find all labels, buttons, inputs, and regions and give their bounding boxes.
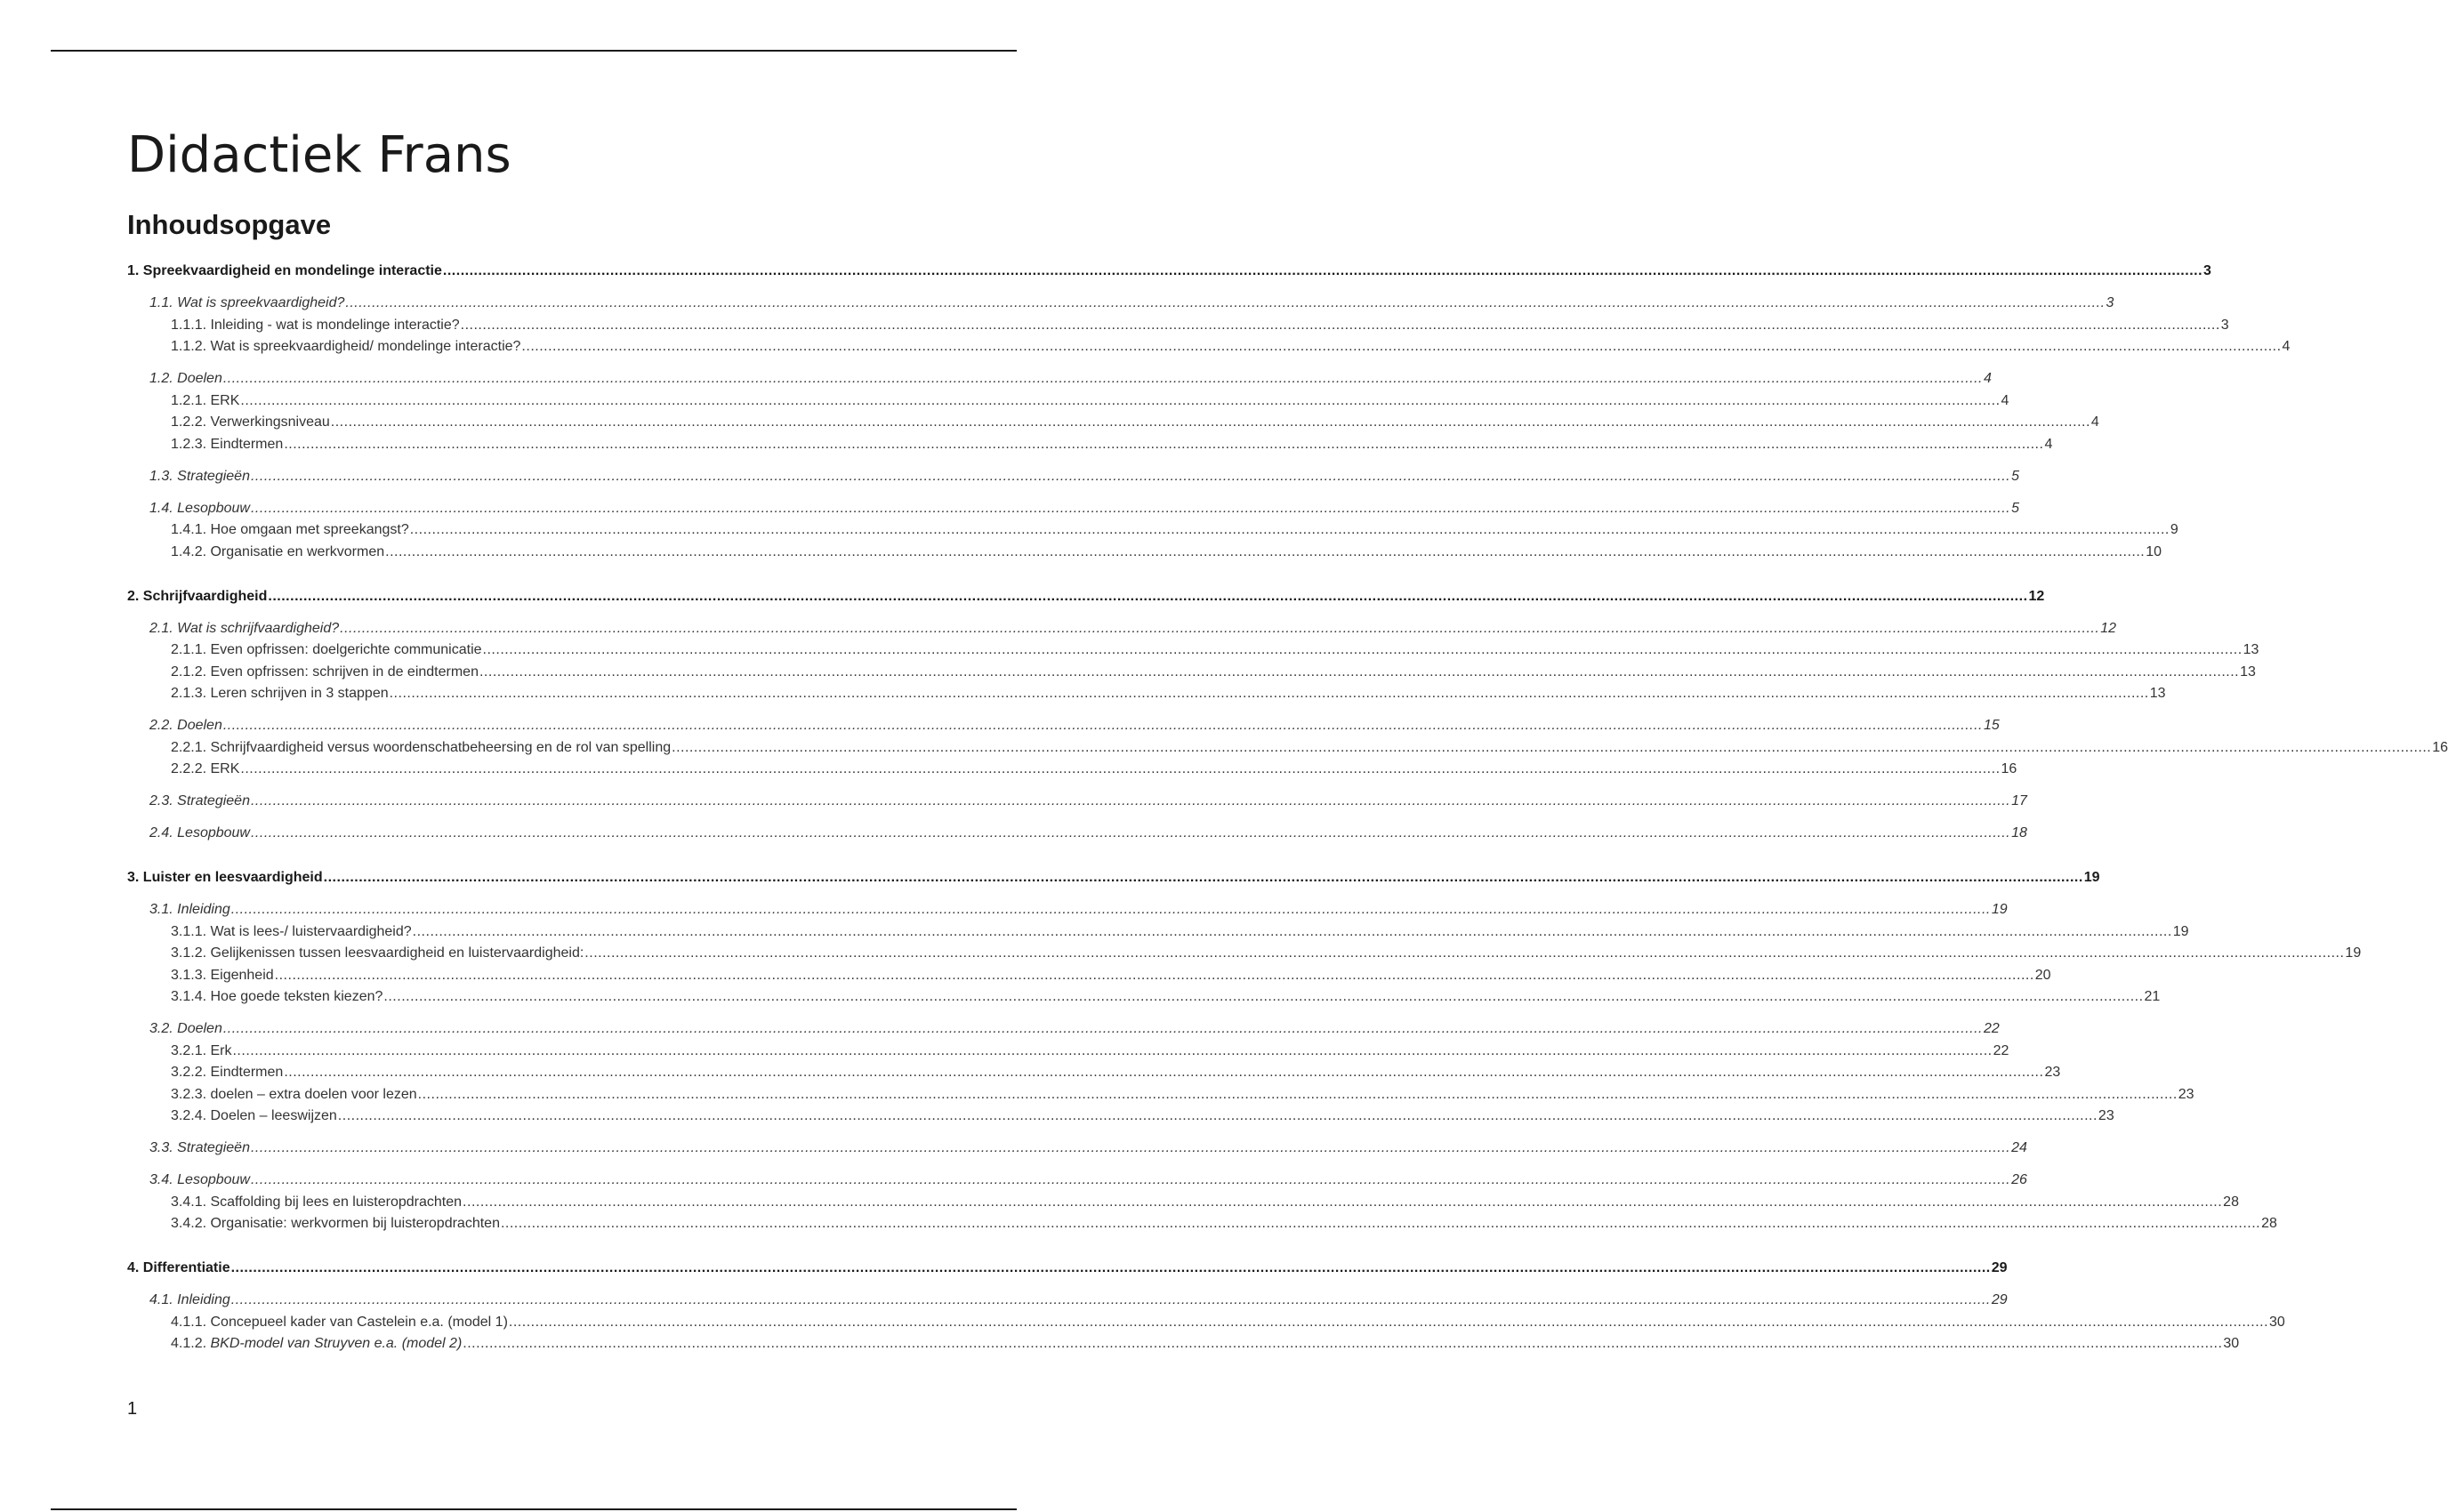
- toc-entry-3-2[interactable]: [149, 1019, 2000, 1039]
- toc-leader-dots: ................................................................................................................................................................................................................................................................................................................................................................................................................: [222, 1021, 1983, 1036]
- toc-entry-label: [127, 868, 323, 888]
- toc-entry-2-1-3[interactable]: [171, 684, 2166, 704]
- toc-entry-label: [171, 520, 409, 540]
- toc-entry-page: 28: [2261, 1216, 2277, 1231]
- toc-entry-2-2-2[interactable]: [171, 760, 2017, 779]
- toc-entry-page: 30: [2269, 1314, 2285, 1330]
- toc-entry-number: 3.4.2.: [171, 1216, 211, 1231]
- toc-entry-3-1-4[interactable]: [171, 987, 2161, 1007]
- toc-entry-number: 1.2.1.: [171, 392, 211, 408]
- toc-leader-dots: ................................................................................................................................................................................................................................................................................................................................................................................................................: [232, 1042, 1993, 1058]
- toc-entry-3-2-4[interactable]: [171, 1106, 2114, 1126]
- toc-entry-label: [171, 1334, 462, 1354]
- toc-entry-text: Doelen: [177, 718, 222, 733]
- toc-entry-3-4-2[interactable]: [171, 1214, 2277, 1234]
- toc-entry-number: 1.1.1.: [171, 317, 211, 333]
- toc-leader-dots: ................................................................................................................................................................................................................................................................................................................................................................................................................: [383, 989, 2144, 1004]
- toc-entry-text: Strategieën: [177, 1140, 250, 1155]
- toc-entry-number: 4.: [127, 1260, 143, 1275]
- toc-entry-page: 5: [2011, 500, 2020, 516]
- toc-entry-page: 19: [2172, 923, 2189, 939]
- toc-entry-label: [149, 716, 222, 736]
- toc-entry-3-3[interactable]: [149, 1138, 2027, 1158]
- toc-entry-number: 2.1.3.: [171, 686, 211, 701]
- toc-entry-page: 16: [2432, 739, 2448, 755]
- toc-entry-number: 2.3.: [149, 793, 178, 808]
- toc-leader-dots: ................................................................................................................................................................................................................................................................................................................................................................................................................: [460, 317, 2220, 333]
- toc-entry-text: Erk: [210, 1042, 232, 1058]
- toc-entry-page: 4: [1983, 371, 1992, 386]
- toc-entry-1-1-1[interactable]: [171, 316, 2229, 335]
- toc-entry-label: [149, 792, 250, 811]
- toc-leader-dots: ................................................................................................................................................................................................................................................................................................................................................................................................................: [230, 1260, 1991, 1275]
- document-title: Didactiek Frans: [127, 126, 511, 184]
- toc-entry-page: 24: [2011, 1140, 2027, 1155]
- toc-entry-3-1-1[interactable]: [171, 922, 2189, 942]
- toc-entry-label: [171, 1313, 508, 1332]
- toc-entry-number: 3.4.1.: [171, 1194, 211, 1210]
- toc-entry-page: 26: [2011, 1172, 2027, 1187]
- toc-entry-number: 1.4.1.: [171, 522, 211, 537]
- toc-entry-number: 3.1.1.: [171, 923, 211, 939]
- toc-entry-number: 3.1.: [149, 902, 178, 917]
- toc-entry-label: [171, 640, 482, 660]
- toc-entry-text: Strategieën: [177, 468, 250, 484]
- toc-leader-dots: ................................................................................................................................................................................................................................................................................................................................................................................................................: [340, 620, 2100, 636]
- toc-entry-page: 23: [2098, 1108, 2114, 1123]
- toc-entry-4[interactable]: [127, 1259, 2008, 1278]
- toc-entry-page: 3: [2220, 317, 2229, 333]
- toc-leader-dots: ................................................................................................................................................................................................................................................................................................................................................................................................................: [284, 1065, 2044, 1080]
- toc-entry-label: [171, 1193, 462, 1212]
- toc-entry-number: 4.1.: [149, 1292, 178, 1307]
- toc-entry-1-4-2[interactable]: [171, 543, 2162, 562]
- toc-entry-number: 2.4.: [149, 825, 178, 840]
- toc-entry-page: 29: [1991, 1292, 2008, 1307]
- toc-entry-page: 13: [2149, 686, 2166, 701]
- toc-entry-3[interactable]: [127, 868, 2100, 888]
- toc-entry-label: [171, 684, 389, 704]
- toc-entry-1-2[interactable]: [149, 369, 1992, 389]
- toc-entry-1-4-1[interactable]: [171, 520, 2178, 540]
- toc-leader-dots: ................................................................................................................................................................................................................................................................................................................................................................................................................: [521, 339, 2282, 354]
- toc-entry-label: [149, 294, 344, 313]
- toc-entry-number: 4.1.2.: [171, 1336, 211, 1351]
- page-number: 1: [127, 1399, 138, 1419]
- toc-leader-dots: ................................................................................................................................................................................................................................................................................................................................................................................................................: [337, 1108, 2098, 1123]
- toc-leader-dots: ................................................................................................................................................................................................................................................................................................................................................................................................................: [274, 967, 2034, 983]
- toc-entry-number: 1.: [127, 263, 143, 278]
- toc-entry-1-2-2[interactable]: [171, 413, 2099, 432]
- toc-leader-dots: ................................................................................................................................................................................................................................................................................................................................................................................................................: [222, 718, 1983, 733]
- toc-entry-number: 3.2.: [149, 1021, 178, 1036]
- toc-entry-text: Even opfrissen: schrijven in de eindtermen: [210, 664, 479, 680]
- toc-entry-label: [171, 413, 330, 432]
- toc-entry-page: 17: [2011, 793, 2027, 808]
- toc-entry-label: [171, 922, 412, 942]
- toc-entry-number: 1.2.: [149, 371, 178, 386]
- toc-entry-label: [171, 337, 520, 357]
- toc-entry-text: Wat is lees-/ luistervaardigheid?: [210, 923, 412, 939]
- toc-entry-page: 9: [2170, 522, 2178, 537]
- toc-entry-1-2-1[interactable]: [171, 391, 2009, 411]
- toc-entry-4-1-2[interactable]: [171, 1334, 2240, 1354]
- toc-entry-text: Gelijkenissen tussen leesvaardigheid en luistervaardigheid:: [210, 945, 584, 961]
- toc-entry-page: 28: [2223, 1194, 2239, 1210]
- toc-entry-3-1[interactable]: [149, 900, 2008, 920]
- toc-entry-text: Wat is schrijfvaardigheid?: [177, 620, 340, 636]
- toc-entry-text: Even opfrissen: doelgerichte communicatie: [210, 642, 482, 657]
- toc-leader-dots: ................................................................................................................................................................................................................................................................................................................................................................................................................: [584, 945, 2345, 961]
- toc-entry-label: [171, 1106, 337, 1126]
- toc-leader-dots: ................................................................................................................................................................................................................................................................................................................................................................................................................: [385, 543, 2146, 559]
- toc-entry-number: 3.1.3.: [171, 967, 211, 983]
- toc-entry-label: [149, 499, 250, 519]
- toc-entry-page: 15: [1983, 718, 2000, 733]
- toc-entry-label: [149, 1170, 250, 1190]
- toc-entry-text: Inleiding - wat is mondelinge interactie?: [210, 317, 460, 333]
- toc-entry-number: 1.3.: [149, 468, 178, 484]
- toc-entry-page: 29: [1991, 1260, 2008, 1275]
- toc-entry-page: 4: [2090, 414, 2099, 430]
- toc-entry-label: [171, 760, 239, 779]
- toc-entry-text: Concepueel kader van Castelein e.a. (model 1): [210, 1314, 508, 1330]
- toc-entry-number: 1.4.2.: [171, 543, 211, 559]
- toc-entry-page: 22: [1993, 1042, 2009, 1058]
- toc-entry-2-3[interactable]: [149, 792, 2027, 811]
- toc-entry-text: Strategieën: [177, 793, 250, 808]
- toc-entry-1[interactable]: [127, 261, 2211, 281]
- toc-entry-page: 19: [2345, 945, 2362, 961]
- toc-entry-label: [171, 1214, 500, 1234]
- toc-entry-number: 2.2.1.: [171, 739, 211, 755]
- toc-entry-label: [171, 987, 382, 1007]
- toc-entry-label: [149, 619, 339, 639]
- toc-entry-number: 2.1.2.: [171, 664, 211, 680]
- toc-entry-number: 3.4.: [149, 1172, 178, 1187]
- toc-heading: Inhoudsopgave: [127, 209, 332, 240]
- toc-leader-dots: ................................................................................................................................................................................................................................................................................................................................................................................................................: [250, 1140, 2011, 1155]
- toc-leader-dots: ................................................................................................................................................................................................................................................................................................................................................................................................................: [250, 500, 2011, 516]
- toc-entry-text: Spreekvaardigheid en mondelinge interactie: [142, 263, 442, 278]
- toc-entry-label: [171, 316, 460, 335]
- toc-entry-2-2-1[interactable]: [171, 738, 2448, 758]
- toc-entry-page: 3: [2203, 263, 2211, 278]
- toc-entry-text: Lesopbouw: [177, 825, 250, 840]
- toc-leader-dots: ................................................................................................................................................................................................................................................................................................................................................................................................................: [240, 761, 2001, 776]
- toc-entry-number: 3.2.4.: [171, 1108, 211, 1123]
- toc-entry-number: 4.1.1.: [171, 1314, 211, 1330]
- toc-leader-dots: ................................................................................................................................................................................................................................................................................................................................................................................................................: [482, 642, 2243, 657]
- toc-entry-1-4[interactable]: [149, 499, 2020, 519]
- toc-entry-label: [149, 369, 222, 389]
- toc-entry-page: 13: [2243, 642, 2259, 657]
- toc-entry-3-4[interactable]: [149, 1170, 2027, 1190]
- toc-leader-dots: ................................................................................................................................................................................................................................................................................................................................................................................................................: [268, 588, 2028, 604]
- toc-entry-text: Wat is spreekvaardigheid?: [177, 295, 345, 310]
- toc-entry-page: 23: [2044, 1065, 2061, 1080]
- toc-leader-dots: ................................................................................................................................................................................................................................................................................................................................................................................................................: [230, 1292, 1991, 1307]
- footer-rule: [51, 1508, 1017, 1510]
- toc-leader-dots: ................................................................................................................................................................................................................................................................................................................................................................................................................: [345, 295, 2106, 310]
- toc-entry-page: 5: [2011, 468, 2020, 484]
- toc-entry-3-2-3[interactable]: [171, 1085, 2194, 1105]
- toc-entry-text: Eindtermen: [210, 436, 284, 452]
- toc-entry-number: 2.: [127, 588, 143, 604]
- toc-leader-dots: ................................................................................................................................................................................................................................................................................................................................................................................................................: [240, 392, 2001, 408]
- toc-entry-number: 3.3.: [149, 1140, 178, 1155]
- toc-entry-2[interactable]: [127, 587, 2045, 607]
- toc-leader-dots: ................................................................................................................................................................................................................................................................................................................................................................................................................: [284, 436, 2044, 452]
- toc-entry-text: Verwerkingsniveau: [210, 414, 330, 430]
- toc-entry-text: Schrijfvaardigheid versus woordenschatbeheersing en de rol van spelling: [210, 739, 672, 755]
- toc-entry-number: 2.2.: [149, 718, 178, 733]
- toc-entry-text: Doelen: [177, 1021, 222, 1036]
- toc-entry-text: Differentiatie: [142, 1260, 230, 1275]
- toc-entry-label: [127, 587, 267, 607]
- toc-entry-text: ERK: [210, 392, 240, 408]
- toc-entry-text: Doelen – leeswijzen: [210, 1108, 337, 1123]
- toc-entry-number: 1.2.2.: [171, 414, 211, 430]
- toc-entry-label: [149, 824, 250, 843]
- toc-entry-label: [171, 944, 584, 963]
- toc-entry-1-1[interactable]: [149, 294, 2114, 313]
- toc-leader-dots: ................................................................................................................................................................................................................................................................................................................................................................................................................: [500, 1216, 2261, 1231]
- toc-entry-1-3[interactable]: [149, 467, 2020, 487]
- toc-leader-dots: ................................................................................................................................................................................................................................................................................................................................................................................................................: [412, 923, 2172, 939]
- toc-leader-dots: ................................................................................................................................................................................................................................................................................................................................................................................................................: [442, 263, 2203, 278]
- toc-entry-2-1-2[interactable]: [171, 663, 2256, 682]
- toc-entry-label: [127, 1259, 230, 1278]
- toc-entry-number: 1.4.: [149, 500, 178, 516]
- toc-leader-dots: ................................................................................................................................................................................................................................................................................................................................................................................................................: [222, 371, 1983, 386]
- toc-entry-label: [171, 1085, 417, 1105]
- toc-leader-dots: ................................................................................................................................................................................................................................................................................................................................................................................................................: [323, 870, 2083, 885]
- toc-entry-page: 3: [2106, 295, 2114, 310]
- toc-entry-label: [171, 738, 671, 758]
- toc-entry-text: Wat is spreekvaardigheid/ mondelinge interactie?: [210, 339, 521, 354]
- toc-entry-text: Luister en leesvaardigheid: [142, 870, 323, 885]
- toc-entry-page: 4: [2044, 436, 2053, 452]
- toc-entry-text: Lesopbouw: [177, 1172, 250, 1187]
- toc-entry-label: [171, 391, 239, 411]
- toc-leader-dots: ................................................................................................................................................................................................................................................................................................................................................................................................................: [508, 1314, 2269, 1330]
- toc-entry-label: [149, 467, 250, 487]
- toc-entry-text: Schrijfvaardigheid: [142, 588, 268, 604]
- toc-entry-page: 12: [2100, 620, 2117, 636]
- toc-entry-text: Eindtermen: [210, 1065, 284, 1080]
- toc-entry-label: [149, 1291, 230, 1310]
- toc-entry-page: 20: [2034, 967, 2051, 983]
- toc-entry-label: [171, 1042, 231, 1061]
- toc-entry-text: ERK: [210, 761, 240, 776]
- toc-entry-number: 3.: [127, 870, 143, 885]
- toc-entry-text: Hoe goede teksten kiezen?: [210, 989, 383, 1004]
- toc-leader-dots: ................................................................................................................................................................................................................................................................................................................................................................................................................: [250, 468, 2011, 484]
- toc-entry-text: Inleiding: [177, 902, 230, 917]
- toc-entry-2-4[interactable]: [149, 824, 2027, 843]
- toc-leader-dots: ................................................................................................................................................................................................................................................................................................................................................................................................................: [463, 1336, 2223, 1351]
- toc-entry-text: Scaffolding bij lees en luisteropdrachten: [210, 1194, 463, 1210]
- toc-entry-page: 30: [2223, 1336, 2240, 1351]
- toc-entry-page: 23: [2178, 1086, 2194, 1102]
- toc-leader-dots: ................................................................................................................................................................................................................................................................................................................................................................................................................: [230, 902, 1991, 917]
- toc-entry-page: 4: [2282, 339, 2291, 354]
- toc-entry-number: 3.1.4.: [171, 989, 211, 1004]
- toc-entry-number: 1.1.2.: [171, 339, 211, 354]
- toc-entry-3-1-3[interactable]: [171, 966, 2051, 985]
- toc-entry-2-2[interactable]: [149, 716, 2000, 736]
- toc-entry-label: [149, 1138, 250, 1158]
- toc-entry-number: 1.1.: [149, 295, 178, 310]
- toc-leader-dots: ................................................................................................................................................................................................................................................................................................................................................................................................................: [389, 686, 2149, 701]
- toc-entry-label: [171, 1063, 283, 1082]
- toc-entry-text: BKD-model van Struyven e.a. (model 2): [210, 1336, 463, 1351]
- toc-entry-1-1-2[interactable]: [171, 337, 2291, 357]
- toc-entry-number: 2.2.2.: [171, 761, 211, 776]
- toc-entry-label: [149, 900, 230, 920]
- toc-entry-number: 2.1.: [149, 620, 178, 636]
- toc-leader-dots: ................................................................................................................................................................................................................................................................................................................................................................................................................: [250, 793, 2011, 808]
- toc-entry-page: 19: [1991, 902, 2008, 917]
- toc-leader-dots: ................................................................................................................................................................................................................................................................................................................................................................................................................: [330, 414, 2090, 430]
- toc-entry-4-1[interactable]: [149, 1291, 2008, 1310]
- toc-entry-1-2-3[interactable]: [171, 435, 2053, 454]
- toc-entry-number: 2.1.1.: [171, 642, 211, 657]
- toc-entry-label: [149, 1019, 222, 1039]
- toc-entry-text: Inleiding: [177, 1292, 230, 1307]
- toc-entry-3-2-1[interactable]: [171, 1042, 2009, 1061]
- toc-leader-dots: ................................................................................................................................................................................................................................................................................................................................................................................................................: [250, 1172, 2011, 1187]
- toc-entry-3-4-1[interactable]: [171, 1193, 2239, 1212]
- toc-entry-page: 10: [2146, 543, 2162, 559]
- toc-entry-number: 3.2.2.: [171, 1065, 211, 1080]
- toc-entry-text: Hoe omgaan met spreekangst?: [210, 522, 409, 537]
- toc-entry-text: Doelen: [177, 371, 222, 386]
- toc-entry-number: 3.2.1.: [171, 1042, 211, 1058]
- toc-entry-number: 3.2.3.: [171, 1086, 211, 1102]
- toc-entry-3-1-2[interactable]: [171, 944, 2362, 963]
- toc-entry-label: [171, 663, 479, 682]
- toc-leader-dots: ................................................................................................................................................................................................................................................................................................................................................................................................................: [417, 1086, 2178, 1102]
- toc-entry-text: Organisatie: werkvormen bij luisteropdrachten: [210, 1216, 500, 1231]
- toc-entry-2-1[interactable]: [149, 619, 2117, 639]
- toc-entry-page: 19: [2083, 870, 2100, 885]
- toc-entry-3-2-2[interactable]: [171, 1063, 2061, 1082]
- toc-entry-4-1-1[interactable]: [171, 1313, 2285, 1332]
- toc-leader-dots: ................................................................................................................................................................................................................................................................................................................................................................................................................: [672, 739, 2432, 755]
- toc-entry-page: 16: [2001, 761, 2017, 776]
- toc-leader-dots: ................................................................................................................................................................................................................................................................................................................................................................................................................: [250, 825, 2011, 840]
- toc-entry-number: 1.2.3.: [171, 436, 211, 452]
- toc-entry-page: 4: [2001, 392, 2009, 408]
- toc-entry-text: doelen – extra doelen voor lezen: [210, 1086, 417, 1102]
- toc-leader-dots: ................................................................................................................................................................................................................................................................................................................................................................................................................: [463, 1194, 2223, 1210]
- toc-leader-dots: ................................................................................................................................................................................................................................................................................................................................................................................................................: [409, 522, 2170, 537]
- toc-entry-number: 3.1.2.: [171, 945, 211, 961]
- toc-leader-dots: ................................................................................................................................................................................................................................................................................................................................................................................................................: [479, 664, 2240, 680]
- toc-entry-page: 12: [2028, 588, 2045, 604]
- toc-entry-page: 22: [1983, 1021, 2000, 1036]
- toc-entry-2-1-1[interactable]: [171, 640, 2259, 660]
- toc-entry-text: Organisatie en werkvormen: [210, 543, 385, 559]
- toc-entry-text: Lesopbouw: [177, 500, 250, 516]
- toc-entry-text: Leren schrijven in 3 stappen: [210, 686, 389, 701]
- toc-entry-page: 13: [2240, 664, 2256, 680]
- toc-entry-label: [171, 966, 274, 985]
- toc-entry-label: [171, 543, 384, 562]
- toc-entry-page: 21: [2144, 989, 2161, 1004]
- toc-entry-label: [127, 261, 442, 281]
- toc-entry-label: [171, 435, 283, 454]
- toc-entry-page: 18: [2011, 825, 2027, 840]
- toc-entry-text: Eigenheid: [210, 967, 274, 983]
